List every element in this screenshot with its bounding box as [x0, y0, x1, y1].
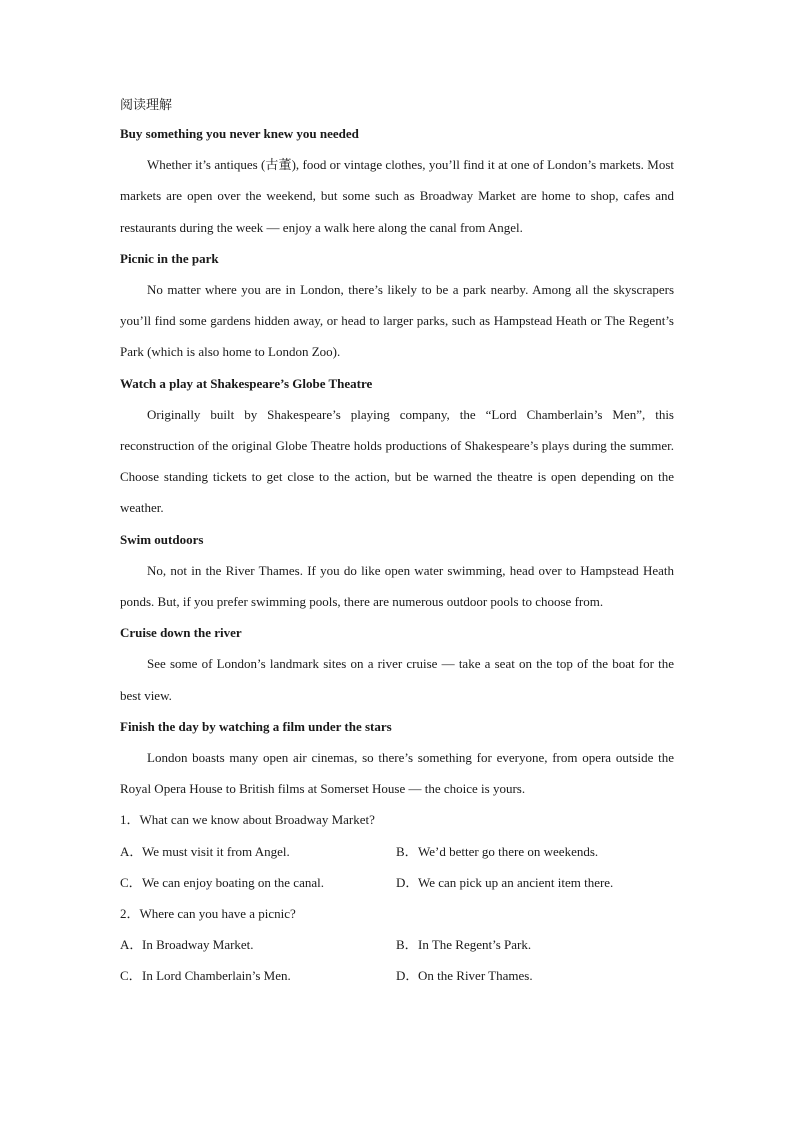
option-letter: A．	[120, 843, 143, 859]
section-heading: Buy something you never knew you needed	[120, 126, 359, 141]
section-heading: Watch a play at Shakespeare’s Globe Theatre	[120, 375, 373, 391]
option-letter: B．	[396, 937, 418, 953]
option-text: On the River Thames.	[418, 968, 533, 984]
option-a	[120, 836, 396, 867]
section-body: Originally built by Shakespeare’s playing company, the “Lord Chamberlain’s Men”, this reconstruction of the original Globe Theatre holds productions of Shakespeare’s plays during the summer. Choose standing tickets to get close to the action, but be warned the theatre is open depending on the weather.	[120, 406, 674, 516]
section-body: No, not in the River Thames. If you do like open water swimming, head over to Hampstead Heath ponds. But, if you prefer swimming pools, there are numerous outdoor pools to choose from.	[120, 562, 674, 610]
option-letter: C．	[120, 968, 142, 984]
option-text: We’d better go there on weekends.	[418, 843, 599, 859]
section-film	[120, 711, 674, 805]
section-globe-theatre	[120, 368, 674, 524]
question-2	[120, 898, 674, 992]
section-body: See some of London’s landmark sites on a river cruise — take a seat on the top of the boat for the best view.	[120, 656, 674, 703]
option-letter: D．	[396, 874, 419, 890]
section-cruise	[120, 617, 674, 711]
section-heading: Finish the day by watching a film under the stars	[120, 718, 392, 734]
option-b	[396, 836, 674, 867]
question-1	[120, 804, 674, 898]
option-a	[120, 929, 396, 960]
option-text: We can enjoy boating on the canal.	[142, 874, 324, 890]
option-letter: D．	[396, 968, 419, 984]
option-letter: B．	[396, 843, 418, 859]
question-text: What can we know about Broadway Market?	[139, 812, 375, 828]
question-options	[120, 929, 674, 991]
question-stem	[120, 898, 674, 929]
option-text: In Lord Chamberlain’s Men.	[142, 968, 291, 984]
option-c	[120, 867, 396, 898]
question-stem	[120, 804, 674, 835]
section-picnic	[120, 243, 674, 368]
question-number: 2．	[120, 906, 140, 922]
option-d	[396, 960, 674, 991]
option-letter: A．	[120, 937, 143, 953]
option-text: We must visit it from Angel.	[142, 843, 290, 859]
section-body: London boasts many open air cinemas, so there’s something for everyone, from opera outside the Royal Opera House to British films at Somerset House — the choice is yours.	[120, 750, 674, 797]
option-letter: C．	[120, 874, 142, 890]
option-text: In The Regent’s Park.	[418, 937, 532, 953]
section-markets	[120, 118, 674, 243]
option-b	[396, 929, 674, 960]
section-heading: Cruise down the river	[120, 625, 242, 641]
section-heading: Picnic in the park	[120, 250, 219, 266]
section-swim	[120, 524, 674, 618]
question-options	[120, 836, 674, 898]
question-number: 1．	[120, 812, 140, 828]
option-text: We can pick up an ancient item there.	[418, 874, 614, 890]
question-text: Where can you have a picnic?	[139, 906, 296, 922]
section-heading: Swim outdoors	[120, 531, 204, 547]
option-d	[396, 867, 674, 898]
document-page	[120, 92, 674, 992]
option-c	[120, 960, 396, 991]
option-text: In Broadway Market.	[142, 937, 254, 953]
section-body: Whether it’s antiques (古董), food or vintage clothes, you’ll find it at one of London’s markets. Most markets are open over the weekend, but some such as Broadway Market are home to shop, cafes and restaurants during the week — enjoy a walk here along the canal from Angel.	[120, 157, 674, 235]
section-body: No matter where you are in London, there’s likely to be a park nearby. Among all the skyscrapers you’ll find some gardens hidden away, or head to larger parks, such as Hampstead Heath or The Regent’s Park (which is also home to London Zoo).	[120, 282, 674, 360]
doc-title: 阅读理解	[120, 97, 173, 112]
